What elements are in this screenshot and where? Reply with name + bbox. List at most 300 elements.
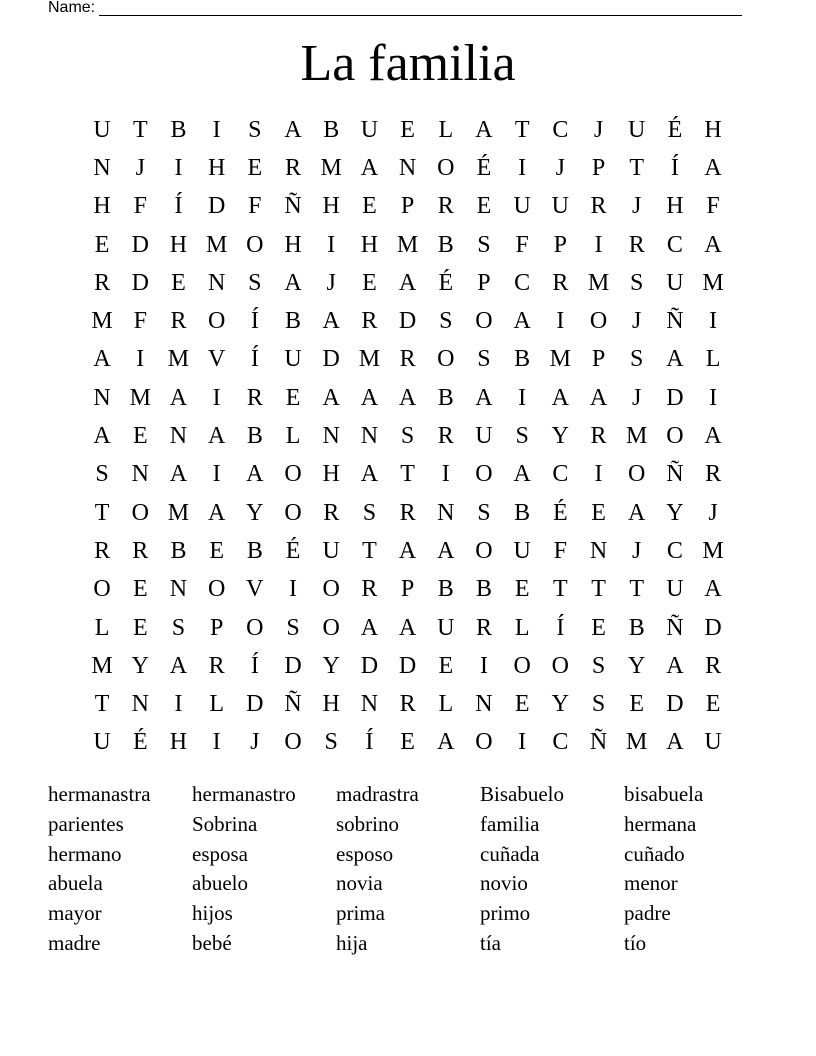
grid-cell: L [438,116,454,143]
grid-cell: U [551,193,570,220]
grid-cell: Í [556,614,565,641]
grid-cell: I [479,652,488,679]
grid-cell: R [323,499,340,526]
word-list-item: bisabuela [624,782,704,806]
grid-cell: O [475,308,493,335]
grid-cell: M [396,231,419,258]
grid-cell: A [169,652,188,679]
grid-cell: F [706,193,720,220]
grid-cell: A [246,461,264,488]
grid-cell: D [398,652,417,679]
grid-cell: Y [628,652,646,679]
grid-cell: Ñ [666,308,684,335]
grid-cell: A [666,346,684,373]
grid-cell: J [632,193,642,220]
grid-cell: N [131,691,149,718]
grid-cell: I [327,231,336,258]
grid-cell: F [553,537,568,564]
grid-cell: E [132,614,148,641]
grid-cell: Y [551,691,570,718]
grid-cell: A [93,423,111,450]
grid-cell: R [437,193,454,220]
grid-cell: B [246,423,263,450]
grid-cell: R [628,231,645,258]
word-list-item: bebé [192,930,232,955]
grid-cell: D [284,652,302,679]
word-list-item: tío [624,930,647,955]
grid-cell: S [324,729,338,756]
grid-cell: A [551,384,570,411]
grid-cell: Ñ [284,193,302,220]
grid-cell: H [322,193,340,220]
grid-cell: S [248,116,262,143]
grid-cell: É [285,537,301,564]
grid-cell: H [322,691,340,718]
grid-cell: J [593,116,604,143]
grid-cell: A [360,154,379,181]
grid-cell: A [398,614,417,641]
grid-cell: R [361,576,378,603]
word-list-item: cuñado [624,841,685,866]
grid-cell: R [590,423,607,450]
grid-cell: M [167,499,190,526]
grid-cell: O [93,576,111,603]
grid-cell: S [171,614,186,641]
grid-cell: I [212,116,221,143]
grid-cell: S [439,308,453,335]
grid-cell: E [629,691,645,718]
word-list-item: cuñada [480,841,540,866]
grid-cell: P [477,269,491,296]
grid-cell: S [362,499,377,526]
grid-cell: Í [174,193,183,220]
grid-cell: R [208,652,225,679]
word-list-item: menor [624,871,678,896]
word-list-item: hermanastra [48,782,151,806]
word-list-item: Bisabuelo [480,782,564,806]
grid-cell: L [514,614,530,641]
grid-cell: C [552,116,569,143]
grid-cell: F [133,308,147,335]
grid-cell: P [400,576,415,603]
grid-cell: D [131,269,149,296]
grid-cell: E [476,193,492,220]
grid-cell: O [246,614,264,641]
grid-cell: U [437,614,455,641]
grid-cell: A [704,576,722,603]
grid-cell: H [169,729,188,756]
grid-cell: O [437,154,455,181]
grid-cell: Ñ [284,691,302,718]
grid-cell: F [515,231,529,258]
grid-cell: H [93,193,111,220]
grid-cell: O [666,423,684,450]
grid-cell: Í [250,308,259,335]
word-list-item: familia [480,811,540,836]
grid-cell: O [284,499,302,526]
grid-cell: U [93,729,111,756]
grid-cell: T [629,154,645,181]
grid-cell: U [475,423,493,450]
grid-cell: O [207,308,226,335]
word-list-item: abuelo [192,871,248,896]
grid-cell: Ñ [666,461,684,488]
grid-cell: U [513,537,531,564]
grid-cell: E [591,614,606,641]
grid-cell: R [399,499,416,526]
grid-cell: Y [322,652,340,679]
grid-cell: M [702,537,724,564]
grid-cell: J [250,729,260,756]
grid-cell: A [437,729,455,756]
grid-cell: I [709,308,718,335]
grid-cell: D [360,652,379,679]
word-list-item: madre [48,930,101,955]
grid-cell: H [666,193,684,220]
grid-cell: M [549,346,572,373]
grid-cell: O [475,461,493,488]
grid-cell: N [169,423,188,450]
grid-cell: O [246,231,264,258]
grid-cell: U [666,269,684,296]
grid-cell: L [285,423,301,450]
grid-cell: R [170,308,187,335]
grid-cell: H [284,231,302,258]
grid-cell: E [514,691,530,718]
grid-cell: B [285,308,302,335]
grid-cell: P [209,614,224,641]
grid-cell: E [209,537,224,564]
grid-cell: E [94,231,110,258]
grid-cell: O [513,652,531,679]
grid-cell: O [437,346,455,373]
grid-cell: A [628,499,646,526]
grid-cell: P [553,231,568,258]
grid-cell: S [591,691,606,718]
grid-cell: P [400,193,415,220]
grid-cell: M [626,729,648,756]
grid-cell: L [705,346,721,373]
grid-cell: U [360,116,379,143]
grid-cell: C [666,231,683,258]
grid-cell: A [475,116,493,143]
grid-cell: S [286,614,300,641]
grid-cell: J [708,499,718,526]
grid-cell: B [170,537,187,564]
grid-cell: S [630,346,644,373]
grid-cell: B [437,576,454,603]
grid-cell: A [398,269,417,296]
grid-cell: J [632,384,642,411]
grid-cell: R [705,652,722,679]
grid-cell: Y [666,499,684,526]
grid-cell: I [441,461,450,488]
grid-cell: Ñ [666,614,684,641]
grid-cell: I [289,576,298,603]
grid-cell: Í [250,652,259,679]
grid-cell: V [246,576,264,603]
grid-cell: B [323,116,340,143]
grid-cell: A [360,461,379,488]
grid-cell: O [628,461,646,488]
word-list-item: novio [480,871,528,896]
grid-cell: N [589,537,608,564]
word-list-item: hijos [192,901,233,926]
grid-cell: A [360,384,379,411]
grid-cell: E [362,269,377,296]
grid-cell: E [132,423,148,450]
grid-cell: H [207,154,226,181]
word-list-item: esposo [336,841,394,866]
grid-cell: O [284,461,302,488]
grid-cell: U [704,729,722,756]
word-list-item: madrastra [336,782,419,806]
grid-cell: N [93,384,111,411]
grid-cell: B [437,384,454,411]
grid-cell: R [590,193,607,220]
grid-cell: B [437,231,454,258]
grid-cell: I [212,461,221,488]
grid-cell: L [94,614,110,641]
grid-cell: A [398,537,417,564]
grid-cell: M [626,423,648,450]
grid-cell: A [589,384,608,411]
grid-cell: U [322,537,340,564]
grid-cell: A [322,384,340,411]
word-list-item: hermana [624,811,697,836]
grid-cell: C [666,537,683,564]
grid-cell: O [551,652,570,679]
grid-cell: B [514,346,531,373]
grid-cell: O [284,729,302,756]
grid-cell: O [322,576,340,603]
grid-cell: I [518,729,527,756]
grid-cell: I [174,154,183,181]
grid-cell: E [400,116,415,143]
grid-cell: O [475,537,493,564]
grid-cell: S [477,499,491,526]
grid-cell: A [513,308,531,335]
grid-cell: É [476,154,492,181]
grid-cell: T [553,576,568,603]
word-list-item: abuela [48,871,103,896]
grid-cell: U [93,116,111,143]
grid-cell: E [705,691,721,718]
name-field[interactable] [48,0,742,16]
grid-cell: A [207,499,226,526]
word-list-item: parientes [48,811,124,836]
grid-cell: R [552,269,569,296]
grid-cell: H [360,231,379,258]
grid-cell: T [362,537,377,564]
grid-cell: I [518,154,527,181]
grid-cell: D [246,691,264,718]
grid-cell: T [94,691,110,718]
grid-cell: S [591,652,606,679]
grid-cell: N [169,576,188,603]
grid-cell: E [591,499,606,526]
grid-cell: D [131,231,149,258]
grid-cell: H [322,461,340,488]
grid-cell: A [284,269,302,296]
grid-cell: D [666,691,684,718]
grid-cell: A [360,614,379,641]
grid-cell: S [630,269,644,296]
grid-cell: É [438,269,454,296]
grid-cell: U [513,193,531,220]
grid-cell: O [589,308,608,335]
grid-cell: E [171,269,186,296]
grid-cell: Í [670,154,679,181]
grid-cell: L [209,691,224,718]
word-list-item: Sobrina [192,811,258,836]
grid-cell: C [514,269,531,296]
grid-cell: B [475,576,492,603]
word-list-item: novia [336,871,383,896]
grid-cell: A [666,652,684,679]
grid-cell: T [94,499,110,526]
word-list-item: prima [336,901,385,926]
grid-cell: U [284,346,302,373]
grid-cell: M [91,308,113,335]
grid-cell: R [361,308,378,335]
grid-cell: R [437,423,454,450]
grid-cell: A [437,537,455,564]
grid-cell: R [94,537,111,564]
name-underline[interactable] [99,1,742,16]
grid-cell: I [518,384,527,411]
grid-cell: N [131,461,149,488]
grid-cell: A [704,154,722,181]
grid-cell: M [587,269,610,296]
grid-cell: E [247,154,263,181]
grid-cell: J [632,308,642,335]
word-list-item: hija [336,930,368,955]
grid-cell: D [666,384,684,411]
grid-cell: I [212,729,221,756]
word-list-item: sobrino [336,811,399,836]
grid-cell: F [248,193,262,220]
grid-cell: E [285,384,301,411]
grid-cell: J [555,154,566,181]
grid-cell: I [594,461,603,488]
grid-cell: R [705,461,722,488]
grid-cell: Y [131,652,149,679]
grid-cell: I [174,691,183,718]
word-list-item: primo [480,901,531,926]
letter-grid [83,111,733,762]
grid-cell: N [398,154,417,181]
grid-cell: U [666,576,684,603]
word-list-item: esposa [192,841,248,866]
grid-cell: T [400,461,415,488]
grid-cell: A [475,384,493,411]
grid-cell: T [514,116,530,143]
grid-cell: Y [246,499,264,526]
grid-cell: T [132,116,148,143]
grid-cell: I [136,346,145,373]
grid-cell: O [131,499,149,526]
grid-cell: A [207,423,226,450]
grid-cell: S [477,231,491,258]
grid-cell: R [285,154,302,181]
grid-cell: H [169,231,188,258]
grid-cell: D [322,346,340,373]
grid-cell: B [246,537,263,564]
word-list-item: padre [624,901,671,926]
grid-cell: C [552,729,569,756]
grid-cell: R [475,614,492,641]
grid-cell: A [666,729,684,756]
grid-cell: I [212,384,221,411]
grid-cell: Í [250,346,259,373]
grid-cell: M [702,269,724,296]
grid-cell: P [591,154,606,181]
grid-cell: A [322,308,340,335]
grid-cell: S [400,423,415,450]
grid-cell: A [704,423,722,450]
grid-cell: U [628,116,646,143]
grid-cell: B [628,614,645,641]
grid-cell: R [399,691,416,718]
grid-cell: N [207,269,226,296]
grid-cell: E [438,652,454,679]
grid-cell: B [170,116,187,143]
grid-cell: V [207,346,226,373]
grid-cell: J [135,154,145,181]
name-label: Name: [48,0,96,16]
word-list-item: tía [480,930,501,955]
grid-cell: A [284,116,302,143]
grid-cell: D [207,193,226,220]
grid-cell: M [167,346,190,373]
grid-cell: N [93,154,111,181]
grid-cell: P [591,346,606,373]
grid-cell: M [91,652,113,679]
grid-cell: I [556,308,565,335]
grid-cell: N [437,499,455,526]
grid-cell: N [360,423,379,450]
grid-cell: M [129,384,151,411]
grid-cell: S [515,423,529,450]
grid-cell: M [320,154,342,181]
grid-cell: S [95,461,109,488]
grid-cell: H [704,116,722,143]
grid-cell: A [704,231,722,258]
grid-cell: R [94,269,111,296]
grid-cell: E [132,576,148,603]
grid-cell: T [591,576,606,603]
grid-cell: É [553,499,568,526]
word-list [48,780,768,959]
grid-cell: D [704,614,722,641]
grid-cell: O [322,614,340,641]
grid-cell: É [667,116,683,143]
grid-cell: N [360,691,379,718]
grid-cell: E [514,576,530,603]
grid-cell: C [552,461,569,488]
grid-cell: L [438,691,454,718]
grid-cell: N [475,691,493,718]
grid-cell: Y [551,423,570,450]
page-title: La familia [300,35,516,92]
grid-cell: N [322,423,340,450]
word-list-item: mayor [48,901,102,926]
word-list-item: hermano [48,841,122,866]
grid-cell: S [248,269,262,296]
grid-cell: J [632,537,642,564]
grid-cell: S [477,346,491,373]
